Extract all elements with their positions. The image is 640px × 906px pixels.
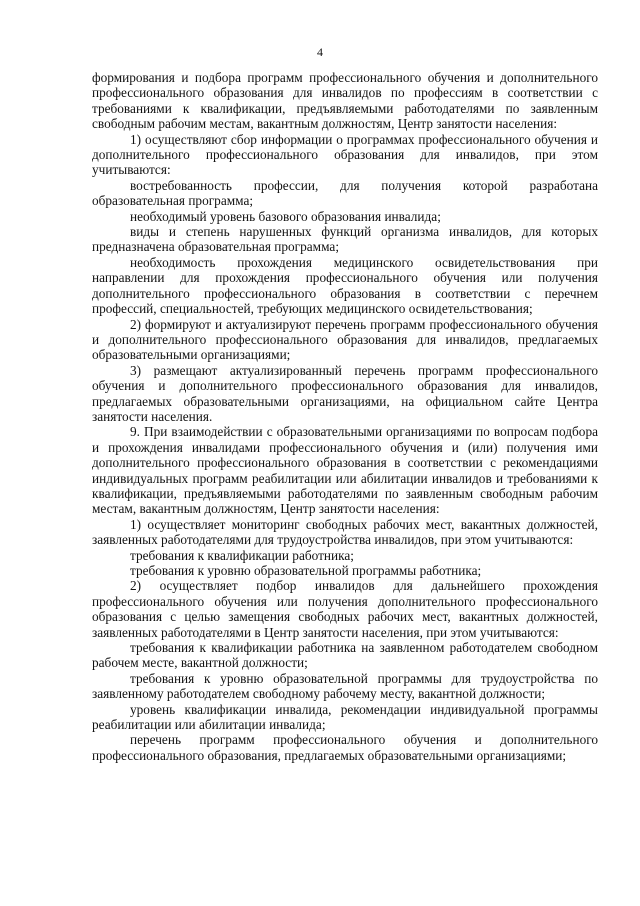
paragraph: уровень квалификации инвалида, рекомендации индивидуальной программы реабилитации или абилитации инвалида; — [92, 701, 598, 733]
paragraph: 9. При взаимодействии с образовательными организациями по вопросам подбора и прохождения инвалидами профессионального обучения и (или) получения ими дополнительного профессионального образования в соответствии с рекомендациями индивидуальных программ реабилитации или абилитации инвалидов и требованиями к квалификации, предъявляемыми работодателями по заявленным свободным рабочим местам, вакантным должностям, Центр занятости населения: — [92, 424, 598, 517]
paragraph: формирования и подбора программ профессионального обучения и дополнительного профессионального образования для инвалидов по профессиям в соответствии с требованиями к квалификации, предъявляемыми работодателями по заявленным свободным рабочим местам, вакантным должностям, Центр занятости населения: — [92, 70, 598, 132]
paragraph: перечень программ профессионального обучения и дополнительного профессионального образования, предлагаемых образовательными организациями; — [92, 732, 598, 763]
paragraph: виды и степень нарушенных функций организма инвалидов, для которых предназначена образовательная программа; — [92, 224, 598, 255]
paragraph: требования к квалификации работника на заявленном работодателем свободном рабочем месте, вакантной должности; — [92, 640, 598, 671]
paragraph: 3) размещают актуализированный перечень программ профессионального обучения и дополнительного профессионального образования для инвалидов, предлагаемых образовательными организациями, на официальном сайте Центра занятости населения. — [92, 362, 598, 424]
document-body — [92, 70, 598, 763]
paragraph: 1) осуществляет мониторинг свободных рабочих мест, вакантных должностей, заявленных работодателями для трудоустройства инвалидов, при этом учитываются: — [92, 516, 598, 548]
paragraph: необходимость прохождения медицинского освидетельствования при направлении для прохождения профессионального обучения или получения дополнительного профессионального образования в соответствии с перечнем профессий, специальностей, требующих медицинского освидетельствования; — [92, 254, 598, 317]
paragraph: востребованность профессии, для получения которой разработана образовательная программа; — [92, 177, 598, 209]
paragraph: 2) осуществляет подбор инвалидов для дальнейшего прохождения профессионального обучения или получения дополнительного профессионального образования с целью замещения свободных рабочих мест, вакантных должностей, заявленных работодателями в Центр занятости населения, при этом учитываются: — [92, 578, 598, 640]
paragraph: необходимый уровень базового образования инвалида; — [130, 208, 441, 224]
page-number: 4 — [317, 45, 323, 59]
paragraph: требования к уровню образовательной программы для трудоустройства по заявленному работодателем свободному рабочему месту, вакантной должности; — [92, 670, 598, 702]
paragraph: требования к квалификации работника; — [130, 547, 354, 563]
paragraph: 2) формируют и актуализируют перечень программ профессионального обучения и дополнительного профессионального образования для инвалидов, предлагаемых образовательными организациями; — [92, 316, 598, 363]
paragraph: требования к уровню образовательной программы работника; — [130, 563, 482, 578]
paragraph: 1) осуществляют сбор информации о программах профессионального обучения и дополнительного профессионального образования для инвалидов, при этом учитываются: — [92, 131, 598, 178]
